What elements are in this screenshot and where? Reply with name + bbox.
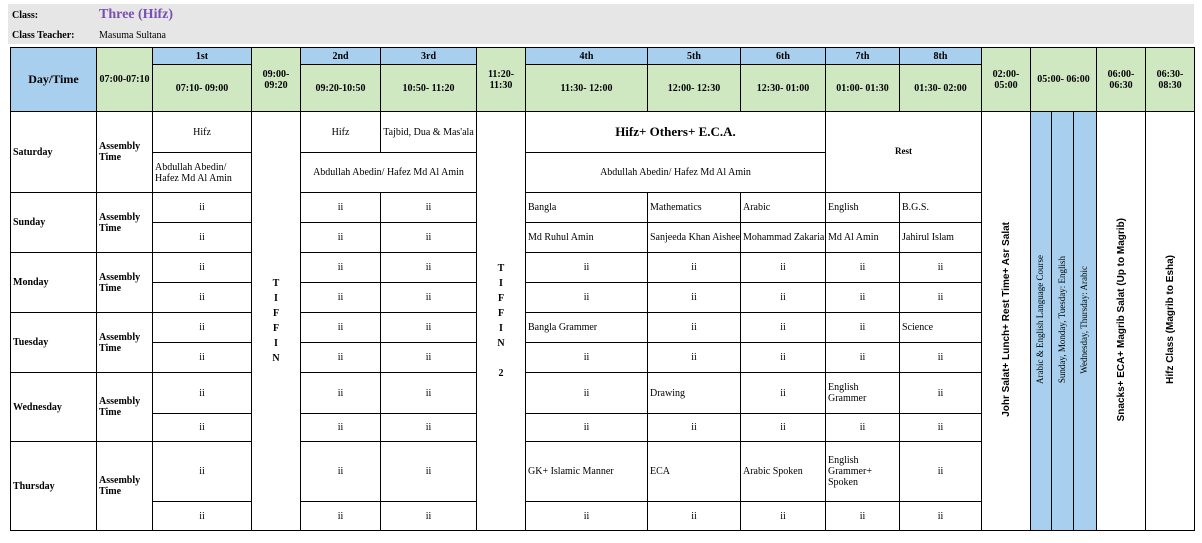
ditto-mark: ii bbox=[381, 193, 477, 223]
tiffin-2-letter: F bbox=[497, 293, 505, 304]
ditto-mark: ii bbox=[153, 373, 252, 414]
ditto-mark: ii bbox=[381, 223, 477, 253]
ditto-mark: ii bbox=[301, 223, 381, 253]
tiffin-2-time-header: 11:20-11:30 bbox=[477, 48, 526, 112]
sunday-p6-teacher: Mohammad Zakaria bbox=[741, 223, 826, 253]
ditto-mark: ii bbox=[526, 373, 648, 414]
sunday-p8-subject: B.G.S. bbox=[900, 193, 982, 223]
assembly-cell: Assembly Time bbox=[97, 442, 153, 531]
ditto-mark: ii bbox=[741, 343, 826, 373]
ditto-mark: ii bbox=[826, 343, 900, 373]
day-thursday: Thursday bbox=[11, 442, 97, 531]
tiffin-1-letter: I bbox=[274, 338, 278, 349]
ditto-mark: ii bbox=[153, 414, 252, 442]
wednesday-p7-subject: English Grammer bbox=[826, 373, 900, 414]
hifz-column bbox=[1146, 112, 1195, 531]
tiffin-2-letter bbox=[477, 351, 525, 366]
ditto-mark: ii bbox=[301, 343, 381, 373]
assembly-cell: Assembly Time bbox=[97, 313, 153, 373]
ditto-mark: ii bbox=[381, 343, 477, 373]
period-7-time: 01:00- 01:30 bbox=[826, 65, 900, 112]
course-time-header: 05:00- 06:00 bbox=[1031, 48, 1097, 112]
ditto-mark: ii bbox=[301, 373, 381, 414]
rest-column bbox=[982, 112, 1031, 531]
period-2-number: 2nd bbox=[301, 48, 381, 65]
period-1-time: 07:10- 09:00 bbox=[153, 65, 252, 112]
assembly-cell: Assembly Time bbox=[97, 373, 153, 442]
tiffin-1-time-header: 09:00-09:20 bbox=[252, 48, 301, 112]
class-value: Three (Hifz) bbox=[99, 7, 173, 22]
ditto-mark: ii bbox=[900, 283, 982, 313]
sunday-p4-subject: Bangla bbox=[526, 193, 648, 223]
snacks-time-header: 06:00-06:30 bbox=[1097, 48, 1146, 112]
saturday-p4-6-subject: Hifz+ Others+ E.C.A. bbox=[526, 112, 826, 153]
ditto-mark: ii bbox=[826, 414, 900, 442]
course-days-2-label: Wednesday, Thursday: Arabic bbox=[1079, 265, 1090, 374]
thursday-p6-subject: Arabic Spoken bbox=[741, 442, 826, 502]
day-wednesday: Wednesday bbox=[11, 373, 97, 442]
ditto-mark: ii bbox=[381, 313, 477, 343]
tiffin-1-letter: F bbox=[272, 323, 280, 334]
tiffin-1-letter: I bbox=[274, 293, 278, 304]
tiffin-2-letter: I bbox=[499, 278, 503, 289]
ditto-mark: ii bbox=[301, 414, 381, 442]
ditto-mark: ii bbox=[900, 373, 982, 414]
ditto-mark: ii bbox=[381, 373, 477, 414]
ditto-mark: ii bbox=[526, 343, 648, 373]
wednesday-p5-subject: Drawing bbox=[648, 373, 741, 414]
ditto-mark: ii bbox=[741, 414, 826, 442]
ditto-mark: ii bbox=[153, 502, 252, 531]
tiffin-1-letter: N bbox=[272, 353, 280, 364]
ditto-mark: ii bbox=[381, 283, 477, 313]
ditto-mark: ii bbox=[301, 313, 381, 343]
day-sunday: Sunday bbox=[11, 193, 97, 253]
period-6-time: 12:30- 01:00 bbox=[741, 65, 826, 112]
rest-label: Johr Salat+ Lunch+ Rest Time+ Asr Salat bbox=[1000, 222, 1012, 417]
ditto-mark: ii bbox=[826, 283, 900, 313]
ditto-mark: ii bbox=[648, 343, 741, 373]
snacks-column bbox=[1097, 112, 1146, 531]
tiffin-2-letter: 2 bbox=[498, 368, 504, 379]
saturday-p2-3-teacher: Abdullah Abedin/ Hafez Md Al Amin bbox=[301, 153, 477, 193]
class-teacher-label: Class Teacher: bbox=[12, 30, 75, 41]
ditto-mark: ii bbox=[153, 442, 252, 502]
ditto-mark: ii bbox=[153, 223, 252, 253]
ditto-mark: ii bbox=[900, 253, 982, 283]
ditto-mark: ii bbox=[153, 253, 252, 283]
day-monday: Monday bbox=[11, 253, 97, 313]
assembly-time-header: 07:00-07:10 bbox=[97, 48, 153, 112]
ditto-mark: ii bbox=[741, 373, 826, 414]
sunday-p5-subject: Mathematics bbox=[648, 193, 741, 223]
tiffin-1-letter: T bbox=[272, 278, 280, 289]
period-8-number: 8th bbox=[900, 48, 982, 65]
period-5-time: 12:00- 12:30 bbox=[648, 65, 741, 112]
ditto-mark: ii bbox=[153, 343, 252, 373]
tiffin-2-letter: T bbox=[497, 263, 505, 274]
period-7-number: 7th bbox=[826, 48, 900, 65]
day-saturday: Saturday bbox=[11, 112, 97, 193]
header-band bbox=[8, 4, 1194, 44]
rest-time-header: 02:00-05:00 bbox=[982, 48, 1031, 112]
hifz-label: Hifz Class (Magrib to Esha) bbox=[1164, 255, 1176, 384]
ditto-mark: ii bbox=[741, 253, 826, 283]
ditto-mark: ii bbox=[900, 502, 982, 531]
period-4-number: 4th bbox=[526, 48, 648, 65]
period-5-number: 5th bbox=[648, 48, 741, 65]
sunday-p4-teacher: Md Ruhul Amin bbox=[526, 223, 648, 253]
period-2-time: 09:20-10:50 bbox=[301, 65, 381, 112]
course-column bbox=[1031, 112, 1052, 531]
ditto-mark: ii bbox=[526, 253, 648, 283]
course-days-2-column bbox=[1074, 112, 1097, 531]
class-label: Class: bbox=[12, 10, 39, 21]
routine-table bbox=[10, 47, 1195, 531]
ditto-mark: ii bbox=[526, 283, 648, 313]
ditto-mark: ii bbox=[648, 253, 741, 283]
period-3-number: 3rd bbox=[381, 48, 477, 65]
tiffin-1-column bbox=[252, 112, 301, 531]
ditto-mark: ii bbox=[900, 442, 982, 502]
saturday-p2-subject: Hifz bbox=[301, 112, 381, 153]
ditto-mark: ii bbox=[526, 414, 648, 442]
tiffin-2-letter: F bbox=[497, 308, 505, 319]
course-days-1-column bbox=[1052, 112, 1074, 531]
tiffin-2-letter: N bbox=[497, 338, 505, 349]
sunday-p6-subject: Arabic bbox=[741, 193, 826, 223]
thursday-p5-subject: ECA bbox=[648, 442, 741, 502]
saturday-p3-subject: Tajbid, Dua & Mas'ala bbox=[381, 112, 477, 153]
thursday-p7-subject: English Grammer+ Spoken bbox=[826, 442, 900, 502]
ditto-mark: ii bbox=[648, 502, 741, 531]
ditto-mark: ii bbox=[381, 442, 477, 502]
tiffin-1-letter: F bbox=[272, 308, 280, 319]
hifz-time-header: 06:30-08:30 bbox=[1146, 48, 1195, 112]
class-teacher-value: Masuma Sultana bbox=[99, 30, 166, 41]
sunday-p5-teacher: Sanjeeda Khan Aishee bbox=[648, 223, 741, 253]
ditto-mark: ii bbox=[301, 283, 381, 313]
thursday-p4-subject: GK+ Islamic Manner bbox=[526, 442, 648, 502]
ditto-mark: ii bbox=[900, 414, 982, 442]
ditto-mark: ii bbox=[381, 502, 477, 531]
ditto-mark: ii bbox=[648, 414, 741, 442]
ditto-mark: ii bbox=[153, 313, 252, 343]
ditto-mark: ii bbox=[153, 193, 252, 223]
day-tuesday: Tuesday bbox=[11, 313, 97, 373]
saturday-p7-8-rest: Rest bbox=[826, 112, 982, 193]
tuesday-p8-subject: Science bbox=[900, 313, 982, 343]
ditto-mark: ii bbox=[301, 193, 381, 223]
ditto-mark: ii bbox=[381, 253, 477, 283]
tuesday-p4-subject: Bangla Grammer bbox=[526, 313, 648, 343]
day-time-header: Day/Time bbox=[11, 48, 97, 112]
assembly-cell: Assembly Time bbox=[97, 253, 153, 313]
period-8-time: 01:30- 02:00 bbox=[900, 65, 982, 112]
ditto-mark: ii bbox=[826, 313, 900, 343]
ditto-mark: ii bbox=[826, 253, 900, 283]
course-label: Arabic & English Language Course bbox=[1035, 255, 1046, 384]
sunday-p7-teacher: Md Al Amin bbox=[826, 223, 900, 253]
saturday-p1-subject: Hifz bbox=[153, 112, 252, 153]
course-days-1-label: Sunday, Monday, Tuesday: English bbox=[1056, 255, 1067, 384]
ditto-mark: ii bbox=[301, 253, 381, 283]
ditto-mark: ii bbox=[826, 502, 900, 531]
sunday-p7-subject: English bbox=[826, 193, 900, 223]
assembly-cell: Assembly Time bbox=[97, 112, 153, 193]
period-4-time: 11:30- 12:00 bbox=[526, 65, 648, 112]
ditto-mark: ii bbox=[648, 283, 741, 313]
period-6-number: 6th bbox=[741, 48, 826, 65]
ditto-mark: ii bbox=[381, 414, 477, 442]
sunday-p8-teacher: Jahirul Islam bbox=[900, 223, 982, 253]
period-3-time: 10:50- 11:20 bbox=[381, 65, 477, 112]
ditto-mark: ii bbox=[301, 442, 381, 502]
tiffin-2-letter: I bbox=[499, 323, 503, 334]
period-1-number: 1st bbox=[153, 48, 252, 65]
ditto-mark: ii bbox=[648, 313, 741, 343]
ditto-mark: ii bbox=[153, 283, 252, 313]
saturday-p1-teacher: Abdullah Abedin/ Hafez Md Al Amin bbox=[153, 153, 252, 193]
ditto-mark: ii bbox=[741, 283, 826, 313]
saturday-p4-6-teacher: Abdullah Abedin/ Hafez Md Al Amin bbox=[526, 153, 826, 193]
ditto-mark: ii bbox=[900, 343, 982, 373]
snacks-label: Snacks+ ECA+ Magrib Salat (Up to Magrib) bbox=[1115, 217, 1127, 422]
tiffin-2-column bbox=[477, 112, 526, 531]
ditto-mark: ii bbox=[741, 502, 826, 531]
ditto-mark: ii bbox=[301, 502, 381, 531]
ditto-mark: ii bbox=[526, 502, 648, 531]
ditto-mark: ii bbox=[741, 313, 826, 343]
assembly-cell: Assembly Time bbox=[97, 193, 153, 253]
